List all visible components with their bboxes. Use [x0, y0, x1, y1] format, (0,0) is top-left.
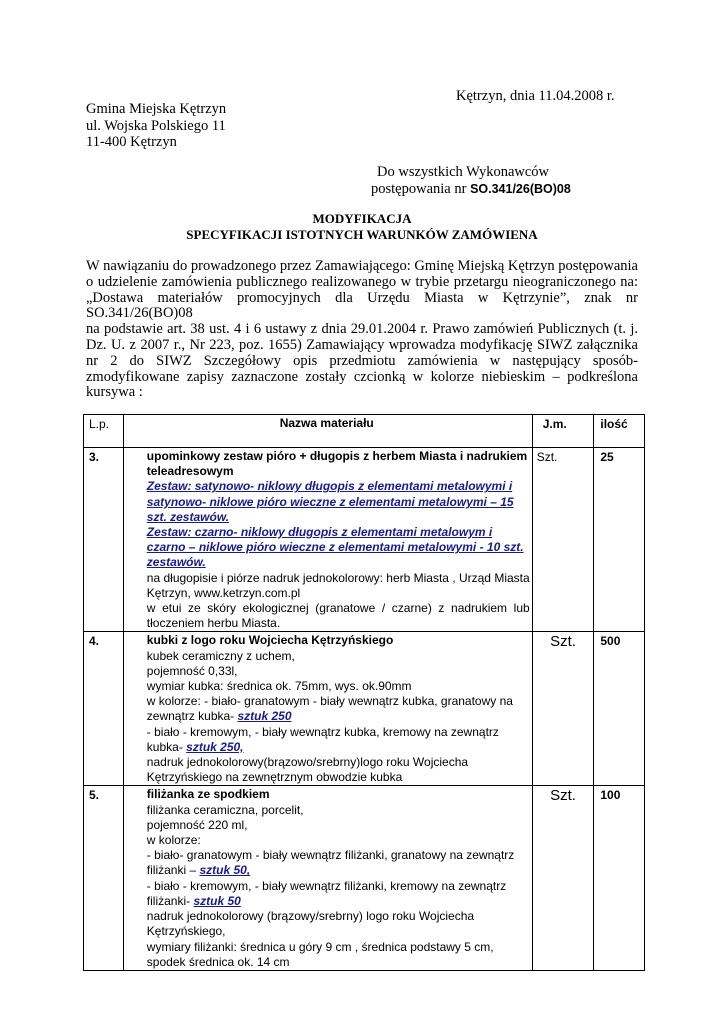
row-text: pojemność 220 ml, — [146, 817, 248, 832]
sender-city: 11-400 Kętrzyn — [86, 134, 177, 150]
modified-text: Zestaw: czarno- niklowy długopis z elementami metalowym i czarno – niklowe pióro wieczne z elementami metalowymi - 10 szt. zestawów. — [146, 525, 524, 570]
row-title: upominkowy zestaw pióro + długopis z herbem Miasta i nadrukiem teleadresowym — [146, 449, 528, 479]
row-title: kubki z logo roku Wojciecha Kętrzyńskiego — [146, 633, 394, 648]
row-text: nadruk jednokolorowy(brązowo/srebrny)logo roku Wojciecha Kętrzyńskiego na zewnętrznym obwodzie kubka — [146, 755, 469, 785]
row-text: w kolorze: — [146, 833, 201, 848]
row-description — [123, 448, 532, 632]
materials-table — [83, 414, 645, 971]
row-qty: 500 — [594, 632, 645, 786]
recipient-line2 — [371, 181, 571, 198]
row-text: w etui ze skóry ekologicznej (granatowe / czarne) z nadrukiem lub tłoczeniem herbu Miasta. — [146, 601, 530, 631]
row-text — [147, 694, 530, 724]
row-title: filiżanka ze spodkiem — [146, 787, 270, 802]
row-text-part: w kolorze: - biało- granatowym - biały wewnątrz kubka, granatowy na zewnątrz kubka- — [146, 694, 513, 724]
sender-name: Gmina Miejska Kętrzyn — [86, 101, 227, 117]
modified-text: Zestaw: satynowo- niklowy długopis z elementami metalowymi i satynowo- niklowe pióro wieczne z elementami metalowymi – 15 szt. zestawów. — [146, 479, 514, 524]
modified-text: sztuk 50 — [193, 893, 241, 908]
row-unit: Szt. — [532, 632, 594, 786]
case-reference: SO.341/26(BO)08 — [470, 181, 571, 196]
document-date: Kętrzyn, dnia 11.04.2008 r. — [456, 88, 615, 104]
table-row — [84, 786, 645, 970]
intro-text — [86, 259, 638, 401]
row-text-part: - biało - kremowym, - biały wewnątrz kubka, kremowy na zewnątrz kubka- — [146, 724, 499, 754]
row-lp: 4. — [84, 632, 124, 786]
row-unit: Szt. — [532, 448, 594, 632]
intro-paragraph-2: na podstawie art. 38 ust. 4 i 6 ustawy z dnia 29.01.2004 r. Prawo zamówień Publicznych (t. j. Dz. U. z 2007 r., Nr 223, poz. 1655) Zamawiający wprowadza modyfikację SIWZ załącznika nr 2 do SIWZ Szczegółowy opis przedmiotu zamówienia w następujący sposób- zmodyfikowane zapisy zaznaczone zostały czcionką w kolorze niebieskim – podkreślona kursywa : — [86, 321, 638, 401]
row-text: nadruk jednokolorowy (brązowy/srebrny) logo roku Wojciecha Kętrzyńskiego, — [146, 909, 475, 939]
modified-text: sztuk 250, — [186, 739, 244, 754]
row-text — [147, 848, 530, 878]
header-lp: L.p. — [84, 415, 124, 448]
header-jm: J.m. — [532, 415, 594, 448]
row-text-part: - biało - kremowym, - biały wewnątrz filiżanki, kremowy na zewnątrz filiżanki- — [146, 878, 507, 908]
header-qty: ilość — [594, 415, 645, 448]
table-header-row — [84, 415, 645, 448]
intro-paragraph-1: W nawiązaniu do prowadzonego przez Zamawiającego: Gminę Miejską Kętrzyn postępowania o udzielenie zamówienia publicznego realizowanego w trybie przetargu nieograniczonego na: „Dostawa materiałów promocyjnych dla Urzędu Miasta w Kętrzynie”, znak nr SO.341/26(BO)08 — [86, 258, 638, 322]
modified-text: sztuk 50, — [199, 863, 251, 878]
row-description — [123, 786, 532, 970]
row-text: kubek ceramiczny z uchem, — [146, 648, 295, 663]
row-text: filiżanka ceramiczna, porcelit, — [146, 802, 304, 817]
title-line1: MODYFIKACJA — [312, 211, 412, 226]
table-row — [84, 448, 645, 632]
modified-text: sztuk 250 — [237, 709, 292, 724]
row-text-part: - biało- granatowym - biały wewnątrz filiżanki, granatowy na zewnątrz filiżanki – — [146, 848, 515, 878]
recipient-line1: Do wszystkich Wykonawców — [377, 164, 550, 180]
sender-street: ul. Wojska Polskiego 11 — [86, 117, 226, 134]
document-title — [0, 211, 724, 243]
table-row — [84, 632, 645, 786]
row-qty: 25 — [594, 448, 645, 632]
row-lp: 3. — [84, 448, 124, 632]
row-text: wymiar kubka: średnica ok. 75mm, wys. ok.90mm — [146, 679, 412, 694]
row-text — [147, 725, 530, 755]
row-text: na długopisie i piórze nadruk jednokolorowy: herb Miasta , Urząd Miasta Kętrzyn, www.ketrzyn.com.pl — [146, 570, 530, 600]
row-description — [123, 632, 532, 786]
row-unit: Szt. — [532, 786, 594, 970]
title-line2: SPECYFIKACJI ISTOTNYCH WARUNKÓW ZAMÓWIENA — [186, 227, 538, 242]
row-qty: 100 — [594, 786, 645, 970]
row-text: wymiary filiżanki: średnica u góry 9 cm , średnica podstawy 5 cm, spodek średnica ok. 14 cm — [146, 939, 494, 969]
recipient-prefix: postępowania nr — [371, 180, 471, 197]
row-text — [147, 879, 530, 909]
recipient-block — [371, 164, 571, 197]
sender-address — [86, 101, 226, 151]
row-lp: 5. — [84, 786, 124, 970]
header-name: Nazwa materiału — [123, 415, 532, 448]
row-text: pojemność 0,33l, — [146, 663, 238, 678]
